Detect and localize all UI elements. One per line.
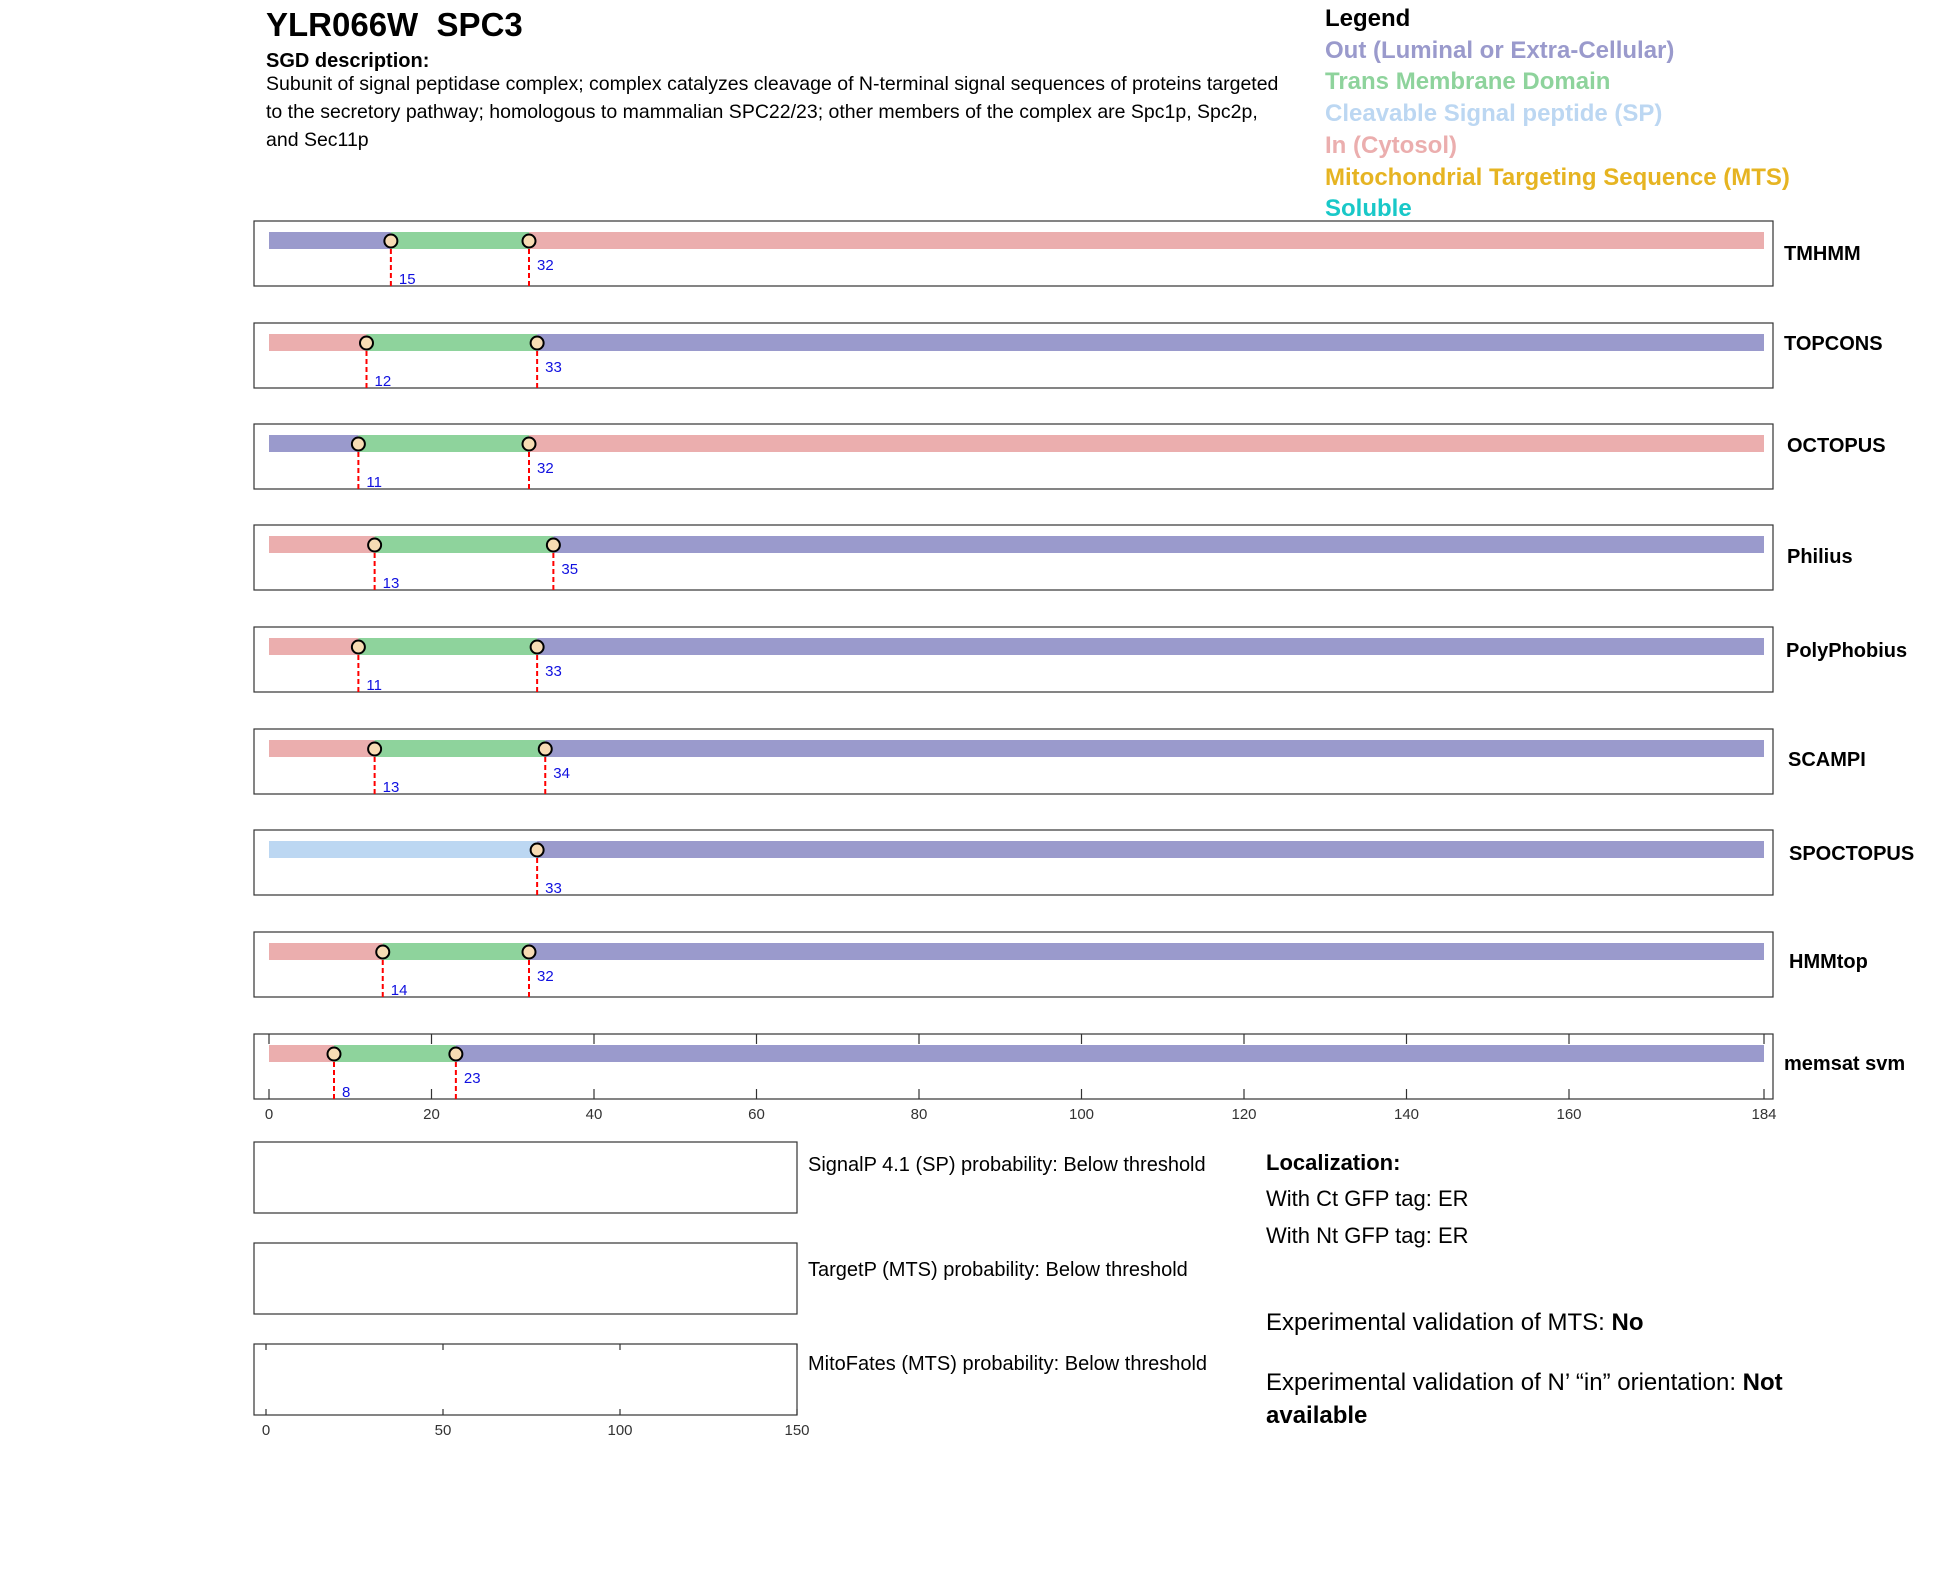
boundary-label-memsat-svm: 8 bbox=[342, 1084, 351, 1101]
segment-in-hmmtop bbox=[269, 943, 383, 960]
x-tick-label: 40 bbox=[585, 1106, 603, 1123]
probability-panel-signalp bbox=[254, 1142, 797, 1213]
legend-title: Legend bbox=[1325, 5, 1411, 32]
boundary-marker-topcons bbox=[531, 337, 544, 350]
page-title: YLR066W SPC3 bbox=[266, 6, 523, 43]
segment-in-octopus bbox=[529, 435, 1764, 452]
segment-out-tmhmm bbox=[269, 232, 391, 249]
segment-in-topcons bbox=[269, 334, 367, 351]
segment-in-philius bbox=[269, 536, 375, 553]
probability-panel-mitofates bbox=[254, 1344, 797, 1415]
x-tick-label: 184 bbox=[1751, 1106, 1777, 1123]
segment-tm-memsat-svm bbox=[334, 1045, 456, 1062]
signalp-probability-text: SignalP 4.1 (SP) probability: Below threshold bbox=[808, 1154, 1206, 1176]
predictor-label-polyphobius: PolyPhobius bbox=[1786, 640, 1908, 662]
sgd-description-label: SGD description: bbox=[266, 50, 430, 72]
predictor-label-philius: Philius bbox=[1787, 546, 1853, 568]
segment-out-spoctopus bbox=[537, 841, 1764, 858]
predictor-label-memsat-svm: memsat svm bbox=[1784, 1053, 1906, 1075]
mts-validation-value: No bbox=[1611, 1309, 1644, 1336]
segment-tm-scampi bbox=[375, 740, 546, 757]
boundary-marker-memsat-svm bbox=[449, 1048, 462, 1061]
x-tick-label: 80 bbox=[910, 1106, 928, 1123]
segment-in-scampi bbox=[269, 740, 375, 757]
legend-item-mts: Mitochondrial Targeting Sequence (MTS) bbox=[1325, 164, 1790, 191]
legend-item-soluble: Soluble bbox=[1325, 195, 1412, 222]
predictor-label-scampi: SCAMPI bbox=[1788, 749, 1866, 771]
boundary-marker-scampi bbox=[368, 743, 381, 756]
orientation-validation-label: Experimental validation of N’ “in” orientation: bbox=[1266, 1369, 1743, 1396]
segment-in-tmhmm bbox=[529, 232, 1764, 249]
predictor-label-hmmtop: HMMtop bbox=[1789, 951, 1868, 973]
boundary-marker-memsat-svm bbox=[328, 1048, 341, 1061]
boundary-marker-polyphobius bbox=[352, 641, 365, 654]
segment-out-scampi bbox=[545, 740, 1764, 757]
segment-out-topcons bbox=[537, 334, 1764, 351]
mts-validation bbox=[1266, 1306, 1866, 1339]
boundary-label-hmmtop: 14 bbox=[390, 982, 408, 999]
boundary-label-philius: 35 bbox=[561, 561, 579, 578]
boundary-marker-philius bbox=[547, 539, 560, 552]
segment-out-memsat-svm bbox=[456, 1045, 1764, 1062]
boundary-marker-octopus bbox=[352, 438, 365, 451]
boundary-marker-scampi bbox=[539, 743, 552, 756]
boundary-label-topcons: 33 bbox=[545, 359, 562, 376]
boundary-label-tmhmm: 15 bbox=[398, 271, 416, 288]
track-frame-memsat-svm bbox=[254, 1034, 1773, 1099]
orientation-validation bbox=[1266, 1366, 1866, 1432]
boundary-marker-hmmtop bbox=[523, 946, 536, 959]
boundary-label-octopus: 32 bbox=[537, 460, 554, 477]
prob-x-tick-label: 150 bbox=[784, 1422, 810, 1439]
segment-out-polyphobius bbox=[537, 638, 1764, 655]
mitofates-probability-text: MitoFates (MTS) probability: Below threshold bbox=[808, 1353, 1208, 1375]
boundary-label-scampi: 13 bbox=[382, 779, 400, 796]
segment-tm-tmhmm bbox=[391, 232, 529, 249]
segment-out-octopus bbox=[269, 435, 358, 452]
boundary-label-tmhmm: 32 bbox=[537, 257, 554, 274]
boundary-label-philius: 13 bbox=[382, 575, 400, 592]
boundary-marker-tmhmm bbox=[523, 235, 536, 248]
track-frame-spoctopus bbox=[254, 830, 1773, 895]
legend-item-tm: Trans Membrane Domain bbox=[1325, 68, 1611, 95]
predictor-label-topcons: TOPCONS bbox=[1784, 333, 1883, 355]
segment-in-polyphobius bbox=[269, 638, 358, 655]
x-tick-label: 20 bbox=[423, 1106, 440, 1123]
legend-item-out: Out (Luminal or Extra-Cellular) bbox=[1325, 37, 1675, 64]
track-frame-hmmtop bbox=[254, 932, 1773, 997]
boundary-label-hmmtop: 32 bbox=[537, 968, 554, 985]
localization-nt-gfp: With Nt GFP tag: ER bbox=[1266, 1223, 1469, 1248]
x-tick-label: 0 bbox=[264, 1106, 274, 1123]
legend-item-sp: Cleavable Signal peptide (SP) bbox=[1325, 100, 1663, 127]
predictor-label-tmhmm: TMHMM bbox=[1784, 243, 1861, 265]
boundary-label-polyphobius: 33 bbox=[545, 663, 562, 680]
segment-out-hmmtop bbox=[529, 943, 1764, 960]
x-tick-label: 140 bbox=[1393, 1106, 1420, 1123]
orientation-validation-value: Not available bbox=[1266, 1369, 1783, 1429]
segment-tm-topcons bbox=[367, 334, 538, 351]
boundary-label-spoctopus: 33 bbox=[545, 880, 562, 897]
boundary-marker-octopus bbox=[523, 438, 536, 451]
x-tick-label: 120 bbox=[1231, 1106, 1257, 1123]
x-tick-label: 60 bbox=[748, 1106, 765, 1123]
segment-tm-octopus bbox=[358, 435, 529, 452]
predictor-label-octopus: OCTOPUS bbox=[1787, 435, 1886, 457]
boundary-label-polyphobius: 11 bbox=[366, 677, 382, 694]
prob-x-tick-label: 50 bbox=[434, 1422, 452, 1439]
x-tick-label: 160 bbox=[1556, 1106, 1582, 1123]
track-frame-tmhmm bbox=[254, 221, 1773, 286]
segment-tm-hmmtop bbox=[383, 943, 529, 960]
sgd-description-text: Subunit of signal peptidase complex; complex catalyzes cleavage of N-terminal signal sequences of proteins targeted to the secretory pathway; homologous to mammalian SPC22/23; other members of the complex are Spc1p, Spc2p, and Sec11p bbox=[266, 73, 1279, 151]
localization-title: Localization: bbox=[1266, 1150, 1401, 1175]
prob-x-tick-label: 0 bbox=[261, 1422, 271, 1439]
prob-x-tick-label: 100 bbox=[607, 1422, 633, 1439]
track-frame-philius bbox=[254, 525, 1773, 590]
track-frame-topcons bbox=[254, 323, 1773, 388]
predictor-label-spoctopus: SPOCTOPUS bbox=[1789, 843, 1915, 865]
x-tick-label: 100 bbox=[1068, 1106, 1095, 1123]
track-frame-octopus bbox=[254, 424, 1773, 489]
boundary-marker-spoctopus bbox=[531, 844, 544, 857]
track-frame-scampi bbox=[254, 729, 1773, 794]
boundary-marker-hmmtop bbox=[376, 946, 389, 959]
segment-tm-philius bbox=[375, 536, 554, 553]
boundary-marker-philius bbox=[368, 539, 381, 552]
boundary-label-octopus: 11 bbox=[366, 474, 382, 491]
track-frame-polyphobius bbox=[254, 627, 1773, 692]
segment-in-memsat-svm bbox=[269, 1045, 334, 1062]
segment-sp-spoctopus bbox=[269, 841, 537, 858]
mts-validation-label: Experimental validation of MTS: bbox=[1266, 1309, 1612, 1336]
localization-ct-gfp: With Ct GFP tag: ER bbox=[1266, 1186, 1469, 1211]
boundary-marker-polyphobius bbox=[531, 641, 544, 654]
legend-item-in: In (Cytosol) bbox=[1325, 132, 1457, 159]
segment-out-philius bbox=[553, 536, 1764, 553]
boundary-marker-tmhmm bbox=[384, 235, 397, 248]
segment-tm-polyphobius bbox=[358, 638, 537, 655]
probability-panel-targetp bbox=[254, 1243, 797, 1314]
boundary-label-scampi: 34 bbox=[553, 765, 570, 782]
boundary-label-topcons: 12 bbox=[374, 373, 392, 390]
boundary-marker-topcons bbox=[360, 337, 373, 350]
boundary-label-memsat-svm: 23 bbox=[463, 1070, 481, 1087]
targetp-probability-text: TargetP (MTS) probability: Below threshold bbox=[808, 1259, 1188, 1281]
